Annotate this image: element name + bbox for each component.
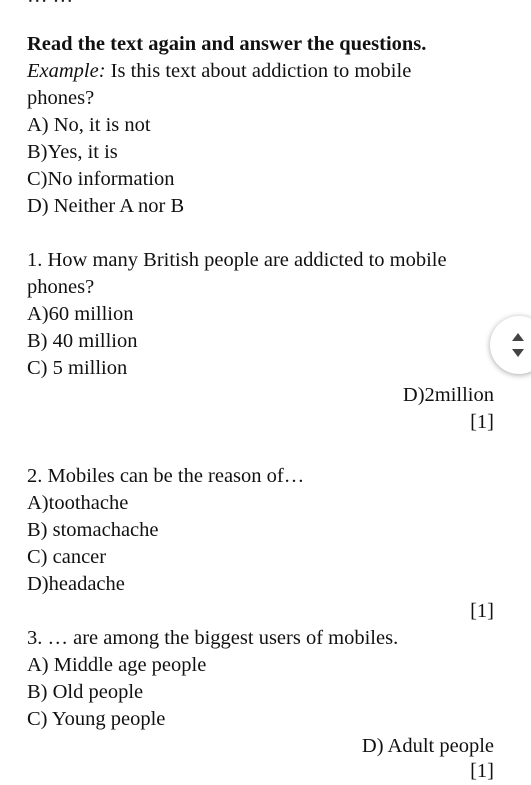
question-2-mark: [1] bbox=[470, 600, 494, 622]
example-line-cont: phones? bbox=[27, 87, 95, 109]
instruction-heading: Read the text again and answer the questions. bbox=[27, 33, 427, 55]
example-option-c: C)No information bbox=[27, 168, 175, 190]
question-3-option-c: C) Young people bbox=[27, 708, 166, 730]
question-1-option-a: A)60 million bbox=[27, 303, 134, 325]
example-text: Is this text about addiction to mobile bbox=[105, 60, 412, 82]
question-3-option-b: B) Old people bbox=[27, 681, 144, 703]
question-1-text: 1. How many British people are addicted to mobile bbox=[27, 249, 447, 271]
example-option-d: D) Neither A nor B bbox=[27, 195, 185, 217]
scroll-handle-button[interactable] bbox=[490, 316, 531, 374]
question-1-option-d: D)2million bbox=[402, 384, 494, 406]
question-3-mark: [1] bbox=[470, 760, 494, 782]
example-line bbox=[27, 58, 411, 85]
example-option-a: A) No, it is not bbox=[27, 114, 151, 136]
question-2-option-d: D)headache bbox=[27, 573, 125, 595]
question-3-option-a: A) Middle age people bbox=[27, 654, 207, 676]
question-3-text: 3. … are among the biggest users of mobiles. bbox=[27, 627, 399, 649]
question-1-mark: [1] bbox=[470, 411, 494, 433]
question-2-option-a: A)toothache bbox=[27, 492, 129, 514]
up-down-arrows-icon bbox=[510, 329, 526, 361]
question-2-option-c: C) cancer bbox=[27, 546, 107, 568]
question-1-option-b: B) 40 million bbox=[27, 330, 138, 352]
question-3-option-d: D) Adult people bbox=[361, 735, 494, 757]
example-option-b: B)Yes, it is bbox=[27, 141, 118, 163]
question-2-text: 2. Mobiles can be the reason of… bbox=[27, 465, 305, 487]
example-label: Example: bbox=[27, 60, 106, 82]
cut-off-top-line bbox=[27, 0, 73, 10]
question-1-text-cont: phones? bbox=[27, 276, 95, 298]
question-2-option-b: B) stomachache bbox=[27, 519, 159, 541]
question-1-option-c: C) 5 million bbox=[27, 357, 128, 379]
